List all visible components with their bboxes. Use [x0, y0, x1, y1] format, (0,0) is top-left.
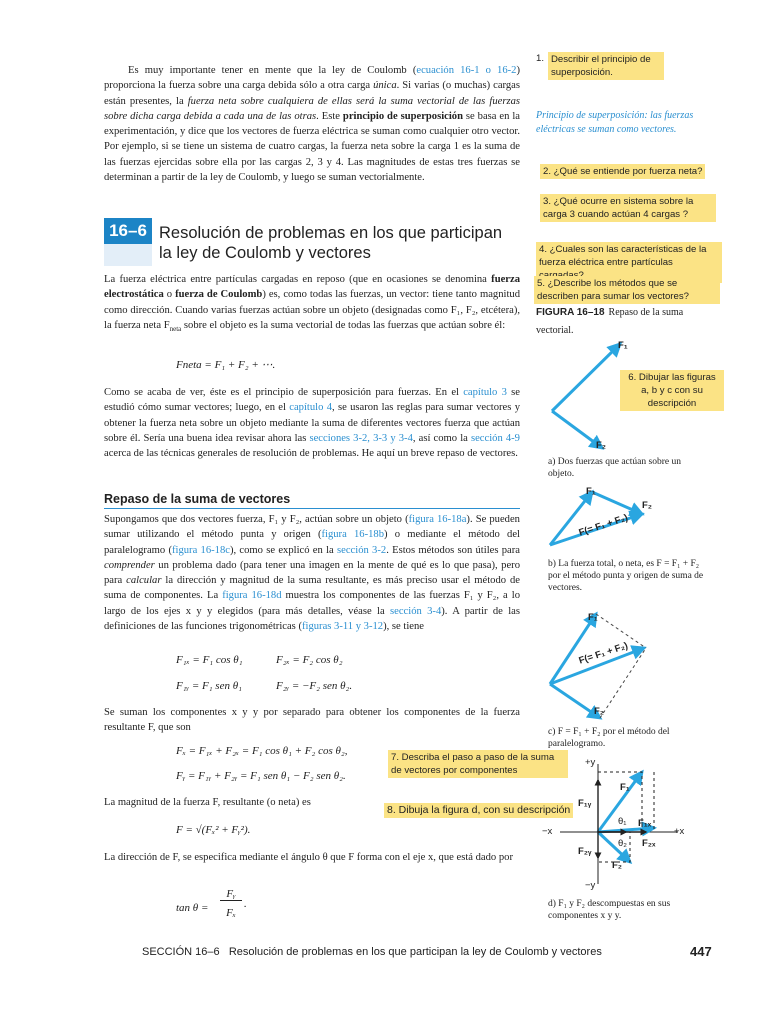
link-section-3-4[interactable]: sección 3-4 — [390, 605, 442, 617]
label-f2y: F₂ᵧ — [578, 846, 592, 857]
arrow-f1 — [552, 344, 620, 411]
footer-running-head: SECCIÓN 16–6 Resolución de problemas en los que participan la ley de Coulomb y vectores — [142, 946, 602, 958]
caption-d: d) F₁ y F₂ descompuestas en sus componentes x y y. — [548, 899, 671, 921]
link-figure-a[interactable]: figura 16-18a — [408, 514, 467, 525]
paragraph-4: Supongamos que dos vectores fuerza, F₁ y F₂, actúan sobre un objeto (figura 16-18a). Se pueden sumar utilizando el método punta y origen (figura 16-18b) o mediante el método del paralelogramo (figura 16-18c), como se explicó en la sección 3-2. Estos métodos son útiles para comprender un problema dado (para tener una imagen en la mente de qué es lo que pasa), pero para calcular la dirección y magnitud de la suma resultante, es más preciso usar el método de suma de componentes. La figura 16-18d muestra los componentes de las fuerzas F₁ y F₂, a lo largo de los ejes x y y elegidos (para más detalles, véase la sección 3-4). A partir de las definiciones de las funciones trigonométricas (figuras 3-11 y 3-12), se tiene — [104, 514, 520, 633]
link-figure-d[interactable]: figura 16-18d — [222, 590, 282, 602]
note-q6: 6. Dibujar las figuras a, b y c con su descripción — [620, 370, 724, 411]
note-q4: 4. ¿Cuales son las características de la fuerza eléctrica entre partículas — [536, 242, 722, 283]
text: . Si varias (o muchas) cargas están presentes, la — [104, 80, 520, 107]
eq-fx: Fₓ = F₁ₓ + F₂ₓ = F₁ cos θ₁ + F₂ cos θ₂, — [176, 745, 348, 757]
label-f1-a: F₁ — [618, 340, 628, 351]
link-figures-3-11[interactable]: figuras 3-11 y 3-12 — [301, 621, 384, 633]
section-title: Resolución de problemas en los que participan la ley de Coulomb y vectores — [159, 224, 503, 262]
arrow-f2 — [552, 411, 602, 448]
label-theta1: θ₁ — [618, 816, 627, 827]
label-fsum-c: F(= F₁ + F₂) — [577, 640, 630, 667]
text: principio de superposición — [342, 110, 463, 122]
paragraph-5: Se suman los componentes x y y por separado para obtener los componentes de la fuerza resultante F, que son — [104, 707, 520, 734]
intro-paragraph — [104, 63, 520, 185]
note-q7: 7. Describa el paso a paso de la suma de vectores por componentes — [388, 750, 568, 778]
figure-a — [530, 336, 650, 456]
eq-tan-end: . — [244, 898, 247, 910]
link-section-3-2[interactable]: sección 3-2 — [337, 544, 387, 556]
caption-b: b) La fuerza total, o neta, es F = F₁ + F₂ por el método punta y origen de suma de vectores. — [548, 559, 704, 593]
eq-f2y: F₂ᵧ = −F₂ sen θ₂. — [276, 680, 353, 692]
text: única — [373, 80, 397, 92]
label-minus-x: −x — [542, 826, 553, 837]
label-plus-x: +x — [674, 826, 685, 837]
eq-f1x: F₁ₓ = F₁ cos θ₁ — [176, 654, 243, 666]
text: . Este — [316, 110, 343, 122]
note-q5: 5. ¿Describe los métodos que se describen para sumar los vectores? — [534, 276, 720, 304]
page-number: 447 — [690, 944, 712, 959]
text: ) proporciona la fuerza sobre una carga debida sólo a otra carga — [104, 65, 520, 92]
eq-tan-lhs: tan θ = — [176, 902, 209, 914]
label-plus-y: +y — [585, 757, 596, 768]
note-q8: 8. Dibuja la figura d, con su descripción — [384, 803, 573, 818]
link-chapter-4[interactable]: capítulo 4 — [289, 402, 333, 414]
eq-tan-den: Fₓ — [226, 907, 236, 919]
link-sections[interactable]: secciones 3-2, 3-3 y 3-4 — [309, 432, 413, 444]
label-f2-c: F₂ — [594, 706, 605, 717]
paragraph-2: La fuerza eléctrica entre partículas cargadas en reposo (que en ocasiones se denomina fuerza electrostática o fuerza de Coulomb) es, como todas las fuerzas, un vector: tiene tanto magnitud como dirección. Cuando varias fuerzas actúan sobre un objeto (designadas como F₁, F₂, etcétera), la fuerza neta $F_{neta}$ sobre el objeto es la suma vectorial de todas las fuerzas que actúan sobre él: — [104, 274, 520, 333]
note-q1: Describir el principio de superposición. — [548, 52, 664, 80]
link-figure-c[interactable]: figura 16-18c — [171, 544, 230, 556]
link-section-4-9[interactable]: sección 4-9 — [470, 432, 520, 444]
text: Es muy importante tener en mente que la ley de Coulomb ( — [128, 65, 417, 76]
note-q2: 2. ¿Qué se entiende por fuerza neta? — [540, 164, 705, 179]
label-f2-b: F₂ — [642, 500, 653, 511]
q1-number: 1. — [536, 53, 545, 64]
label-fsum-b: F(= F₁ + F₂) — [577, 512, 630, 539]
label-f1y: F₁ᵧ — [578, 798, 592, 809]
paragraph-7: La dirección de F, se especifica mediante el ángulo θ que F forma con el eje x, que está dado por — [104, 852, 513, 863]
caption-c: c) F = F₁ + F₂ por el método del paralelogramo. — [548, 727, 670, 749]
label-f2-d: F₂ — [612, 860, 623, 871]
label-f1x: F₁ₓ — [638, 818, 652, 829]
eq-tan-num: Fᵧ — [220, 888, 242, 901]
subhead-vector-sum: Repaso de la suma de vectores — [104, 492, 291, 506]
label-theta2: θ₂ — [618, 838, 627, 849]
equation-net-force: Fneta = F₁ + F₂ + ⋯. — [176, 359, 276, 371]
paragraph-6: La magnitud de la fuerza F, resultante (o neta) es — [104, 797, 311, 808]
caption-a: a) Dos fuerzas que actúan sobre un objeto. — [548, 457, 681, 479]
link-equation[interactable]: ecuación 16-1 o 16-2 — [416, 65, 517, 76]
label-f1-d: F₁ — [620, 782, 630, 793]
figure-c — [530, 608, 690, 728]
section-number: 16–6 — [104, 218, 152, 244]
margin-principle: Principio de superposición: las fuerzas eléctricas se suman como vectores. — [536, 110, 694, 135]
figure-d — [560, 758, 700, 888]
eq-f2x: F₂ₓ = F₂ cos θ₂ — [276, 654, 343, 666]
eq-f1y: F₁ᵧ = F₁ sen θ₁ — [176, 680, 242, 692]
link-figure-b[interactable]: figura 16-18b — [321, 529, 384, 541]
subhead-rule — [104, 508, 520, 509]
paragraph-3: Como se acaba de ver, éste es el principio de superposición para fuerzas. En el capítulo 3 se estudió cómo sumar vectores; luego, en el capítulo 4, se usaron las reglas para sumar vectores y obtener la fuerza neta sobre un objeto mediante la suma de diferentes vectores fuerza que actúan sobre él. Sería una buena idea revisar ahora las secciones 3-2, 3-3 y 3-4, así como la sección 4-9 acerca de las técnicas generales de resolución de problemas. He aquí un breve repaso de vectores. — [104, 387, 520, 460]
label-f2-a: F₂ — [596, 440, 607, 451]
text: se basa en la experimentación, y dice que los vectores de fuerza eléctrica se suman como cualquier otro vector. Por ejemplo, si se tiene un sistema de cuatro cargas, la fuerza neta sobre la carga 1 es la suma de las fuerzas ejercidas sobre ella por las cargas 2, 3 y 4. Las magnitudes de estas tres fuerzas se determinan a partir de la ley de Coulomb, y luego se suman vectorialmente. — [104, 110, 521, 184]
label-f1-b: F₁ — [586, 486, 596, 497]
eq-fy: Fᵧ = F₁ᵧ + F₂ᵧ = F₁ sen θ₁ − F₂ sen θ₂. — [176, 770, 346, 782]
text: fuerza neta sobre cualquiera de ellas será la suma vectorial de las fuerzas sobre dicha carga debida a cada una de las otras — [104, 95, 520, 122]
label-f1-c: F₁ — [588, 612, 598, 623]
section-badge-bg — [104, 244, 152, 266]
label-minus-y: −y — [585, 880, 596, 891]
note-q3: 3. ¿Qué ocurre en sistema sobre la carga 3 cuando actúan 4 cargas ? — [540, 194, 716, 222]
figure-caption: FIGURA 16–18 Repaso de la suma vectorial. — [536, 307, 684, 336]
label-f2x: F₂ₓ — [642, 838, 656, 849]
eq-magnitude: F = √(Fₓ² + Fᵧ²). — [176, 824, 251, 836]
link-chapter-3[interactable]: capítulo 3 — [463, 387, 507, 398]
